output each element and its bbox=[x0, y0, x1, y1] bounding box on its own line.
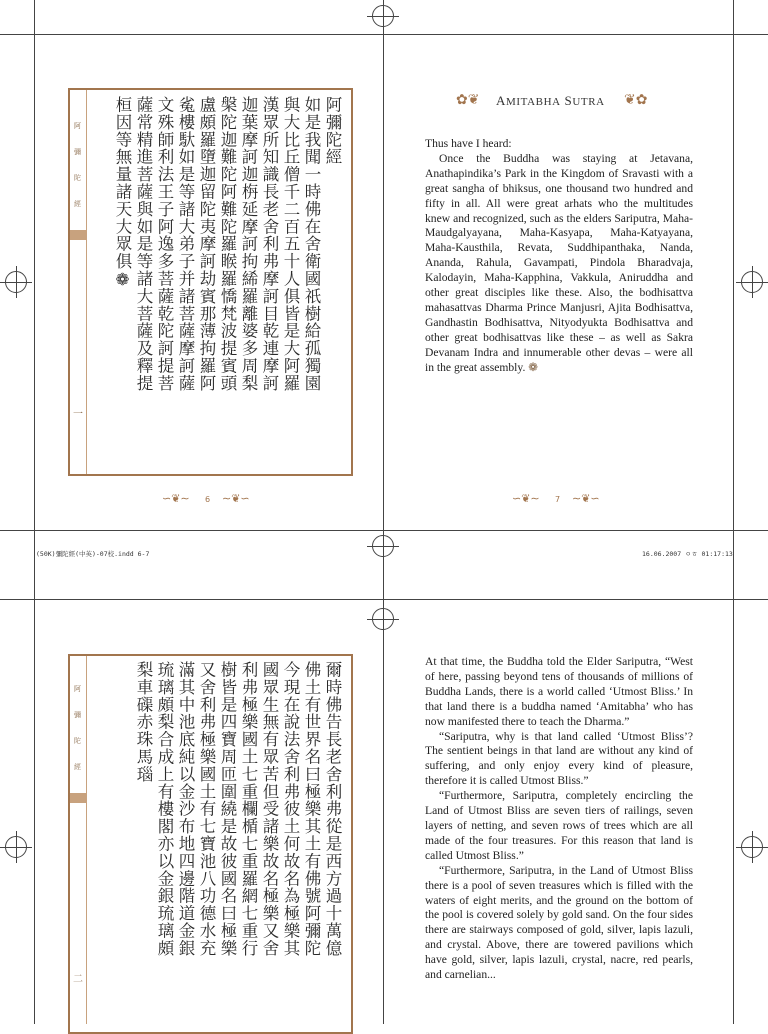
chinese-column: 爾時佛告長老舍利弗從是西方過十萬億 bbox=[323, 661, 342, 957]
registration-mark-right-lower bbox=[741, 836, 763, 858]
chinese-column: 槃陀迦難陀阿難陀羅睺羅憍梵波提賓頭 bbox=[218, 96, 237, 392]
side-label-2: 阿 彌 陀 經 bbox=[74, 685, 81, 771]
chinese-column: 國眾生無有眾苦但受諸樂故名極樂又舍 bbox=[260, 661, 279, 957]
english-paragraph: “Furthermore, Sariputra, in the Land of Utmost Bliss there is a pool of seven treasures which is filled with the waters of eight merits, and the ground on the bottom of the pool is covered solely by gold sand. On the four sides there are stairways composed of gold, silver, lapis lazuli, and crystal. Above, there are towered pavilions which have gold, silver, lapis lazuli, crystal, nacre, red pearls, and carnelian... bbox=[425, 863, 693, 982]
page-ornament-left-1: ∽❦∼ bbox=[162, 492, 190, 505]
trim-line-top bbox=[0, 34, 768, 35]
trim-line-center bbox=[383, 0, 384, 1024]
side-tab-1 bbox=[70, 230, 86, 240]
chinese-sutra-text-1 bbox=[92, 96, 342, 468]
side-label-1: 阿 彌 陀 經 bbox=[74, 122, 81, 208]
english-paragraph: At that time, the Buddha told the Elder Sariputra, “West of here, passing beyond tens of thousands of millions of Buddha Lands, there is a world called ‘Utmost Bliss.’ In that land there is a buddha named ‘Amitabha’ who has now manifested there to teach the Dharma.” bbox=[425, 655, 693, 728]
page-ornament-right-1: ∼❦∽ bbox=[222, 492, 250, 505]
trim-line-right bbox=[733, 0, 734, 1024]
registration-mark-right-upper bbox=[741, 271, 763, 293]
side-mark-2: 二 bbox=[73, 974, 83, 985]
chinese-column: 又舍利弗極樂國土有七寶池八功德水充 bbox=[197, 661, 216, 957]
side-tab-2 bbox=[70, 793, 86, 803]
opening-line: Thus have I heard: bbox=[425, 137, 512, 150]
trim-line-mid-bottom bbox=[0, 599, 768, 600]
page-title: AMITABHA SUTRA bbox=[496, 93, 605, 108]
chinese-column: 迦葉摩訶迦栴延摩訶拘絺羅離婆多周梨 bbox=[239, 96, 258, 392]
chinese-column: 㝹樓馱如是等諸大弟子并諸菩薩摩訶薩 bbox=[176, 96, 195, 392]
chinese-column: 阿彌陀經 bbox=[323, 96, 342, 166]
slug-file-info: (50K)彌陀經(中英)-07校.indd 6-7 bbox=[36, 550, 150, 558]
chinese-column: 如是我聞一時佛在舍衛國祇樹給孤獨園 bbox=[302, 96, 321, 392]
title-ornament-right: ❦✿ bbox=[624, 92, 648, 108]
chinese-column: 今現在說法舍利弗彼土何故名為極樂其 bbox=[281, 661, 300, 957]
registration-mark-mid-upper bbox=[372, 535, 394, 557]
chinese-column: 桓因等無量諸天大眾俱❁ bbox=[113, 96, 132, 290]
chinese-column: 漢眾所知識長老舍利弗摩訶目乾連摩訶 bbox=[260, 96, 279, 392]
chinese-column: 滿其中池底純以金沙布地四邊階道金銀 bbox=[176, 661, 195, 957]
chinese-column: 盧頗羅墮迦留陀夷摩訶劫賓那薄拘羅阿 bbox=[197, 96, 216, 392]
end-mark-icon: ❁ bbox=[528, 360, 538, 374]
page-ornament-right-2: ∼❦∽ bbox=[572, 492, 600, 505]
trim-line-left bbox=[34, 0, 35, 1024]
side-mark-1: 一 bbox=[73, 409, 83, 420]
english-paragraph bbox=[425, 152, 693, 376]
page-ornament-left-2: ∽❦∼ bbox=[512, 492, 540, 505]
english-paragraph: “Sariputra, why is that land called ‘Utmost Bliss’? The sentient beings in that land are without any kind of suffering, and only enjoy every kind of pleasure, therefore it is called Utmost Bliss.” bbox=[425, 729, 693, 788]
chinese-column: 利弗極樂國土七重欄楯七重羅網七重行 bbox=[239, 661, 258, 957]
trim-line-mid-top bbox=[0, 530, 768, 531]
chinese-column: 文殊師利法王子阿逸多菩薩乾陀訶提菩 bbox=[155, 96, 174, 392]
english-text-1 bbox=[425, 137, 693, 376]
chinese-column: 樹皆是四寶周匝圍繞是故彼國名曰極樂 bbox=[218, 661, 237, 957]
chinese-column: 佛土有世界名曰極樂其土有佛號阿彌陀 bbox=[302, 661, 321, 957]
chinese-column: 梨車磲赤珠馬瑙 bbox=[134, 661, 153, 783]
registration-mark-left-upper bbox=[5, 271, 27, 293]
title-ornament-left: ✿❦ bbox=[456, 92, 480, 108]
page-number-7: 7 bbox=[555, 495, 561, 504]
english-paragraph: “Furthermore, Sariputra, completely encircling the Land of Utmost Bliss are seven tiers of railings, seven layers of netting, and seven rows of trees which are all made of the four treasures. For this reason that land is called Utmost Bliss.” bbox=[425, 789, 693, 862]
chinese-column: 琉璃頗梨合成上有樓閣亦以金銀琉璃頗 bbox=[155, 661, 174, 957]
paragraph-text: Once the Buddha was staying at Jetavana, Anathapindika’s Park in the Kingdom of Sravasti with a great sangha of bhiksus, one thousand two hundred and fifty in all. All were great arhats who the multitudes knew and recognized, such as the elders Sariputra, Maha-Maudgalyayana, Maha-Kasyapa, Maha-Katyayana, Maha-Kausthila, Revata, Suddhipanthaka, Nanda, Ananda, Rahula, Gavampati, Pindola Bharadvaja, Kalodayin, Maha-Kapphina, Vakkula, Aniruddha and other great disciples like these. Also, the bodhisattva mahasattvas Dharma Prince Manjusri, Ajita Bodhisattva, Gandhastin Bodhisattva, Nityodyukta Bodhisattva and other great bodhisattvas like these – as well as Sakra Devanam Indra and innumerable other devas – were all in the great assembly. bbox=[425, 151, 693, 374]
registration-mark-left-lower bbox=[5, 836, 27, 858]
page-number-6: 6 bbox=[205, 495, 211, 504]
chinese-column: 薩常精進菩薩與如是等諸大菩薩及釋提 bbox=[134, 96, 153, 392]
registration-mark-mid-lower bbox=[372, 608, 394, 630]
registration-mark-top bbox=[372, 5, 394, 27]
english-text-2 bbox=[425, 655, 693, 983]
chinese-sutra-text-2 bbox=[92, 661, 342, 1024]
chinese-column: 與大比丘僧千二百五十人俱皆是大阿羅 bbox=[281, 96, 300, 392]
slug-date-info: 16.06.2007 ㅇㅎ 01:17:13 bbox=[642, 550, 733, 558]
